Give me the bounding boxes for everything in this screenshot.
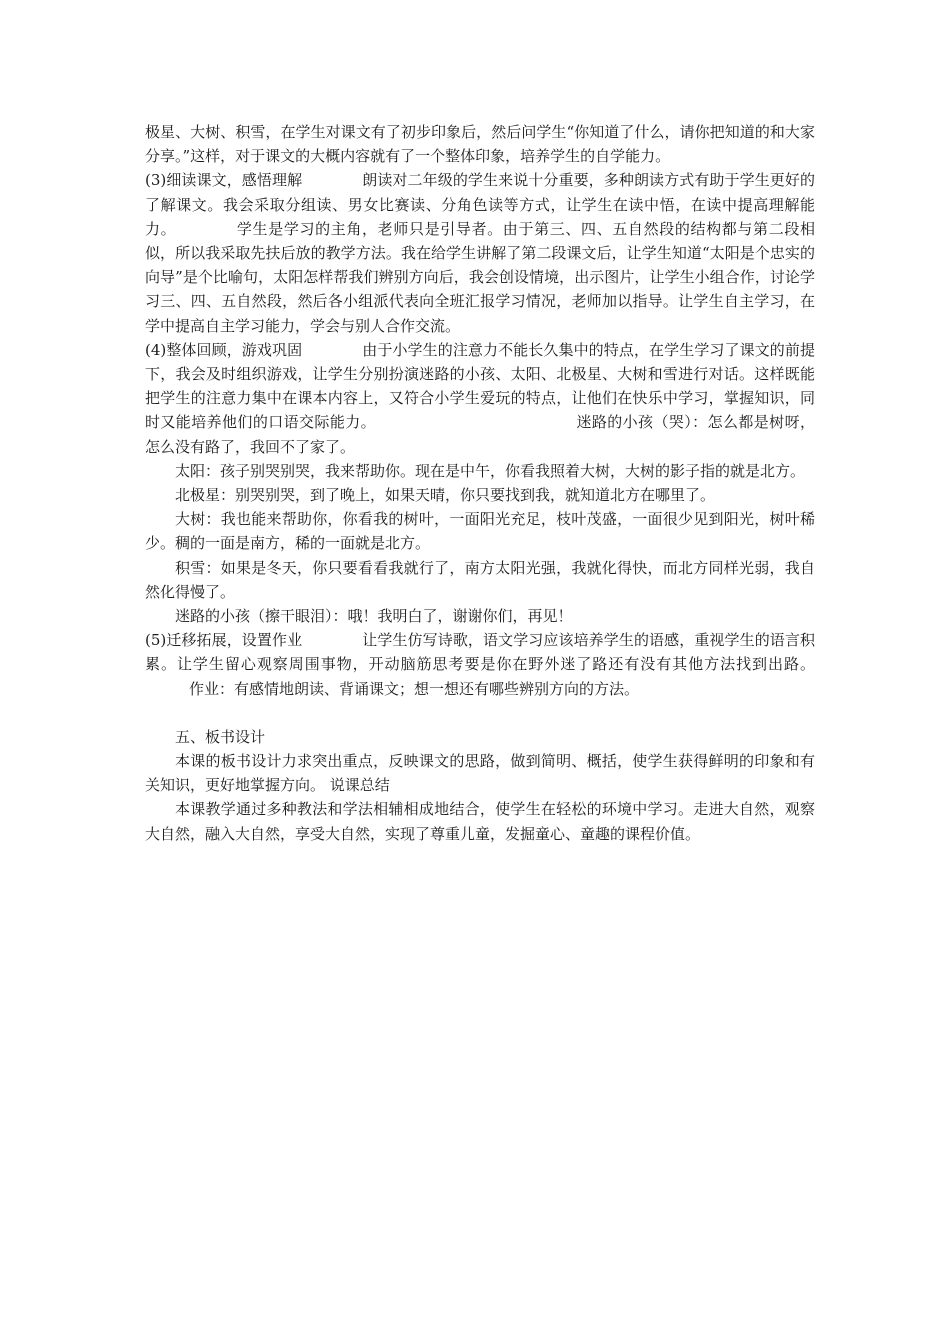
paragraph-intro [145, 120, 815, 168]
step5-text-a: 让学生仿写诗歌，语文学习应该培养学生的语感，重视学生的语言积累。让学生留心观察周围事物，开动脑筋思考要是你在野外迷了路还有没有其他方法找到出路。 [145, 631, 815, 674]
dialog-snow: 积雪：如果是冬天，你只要看看我就行了，南方太阳光强，我就化得快，而北方同样光弱，我自然化得慢了。 [145, 558, 815, 601]
paragraph-step3 [145, 168, 815, 337]
step3-text-b: 学生是学习的主角，老师只是引导者。由于第三、四、五自然段的结构都与第二段相似，所以我采取先扶后放的教学方法。我在给学生讲解了第二段课文后，让学生知道“太阳是个忠实的向导”是个比喻句，太阳怎样帮我们辨别方向后，我会创设情境，出示图片，让学生小组合作，讨论学习三、四、五自然段，然后各小组派代表向全班汇报学习情况，老师加以指导。让学生自主学习，在学中提高自主学习能力，学会与别人合作交流。 [145, 219, 815, 335]
summary-paragraph: 本课教学通过多种教法和学法相辅相成地结合，使学生在轻松的环境中学习。走进大自然，观察大自然，融入大自然，享受大自然，实现了尊重儿童，发掘童心、童趣的课程价值。 [145, 800, 815, 843]
dialog-sun: 太阳：孩子别哭别哭，我来帮助你。现在是中午，你看我照着大树，大树的影子指的就是北方。 [175, 461, 806, 480]
step3-heading: (3)细读课文，感悟理解 [145, 171, 303, 190]
step4-text: 由于小学生的注意力不能长久集中的特点，在学生学习了课文的前提下，我会及时组织游戏，让学生分别扮演迷路的小孩、太阳、北极星、大树和雪进行对话。这样既能把学生的注意力集中在课本内容上，又符合小学生爱玩的特点，让他们在快乐中学习，掌握知识，同时又能培养他们的口语交际能力。 [145, 340, 815, 432]
dialog-tree: 大树：我也能来帮助你，你看我的树叶，一面阳光充足，枝叶茂盛，一面很少见到阳光，树叶稀少。稠的一面是南方，稀的一面就是北方。 [145, 510, 815, 553]
paragraph-step5 [145, 628, 815, 701]
section5-heading: 五、板书设计 [175, 727, 266, 746]
section5-text: 本课的板书设计力求突出重点，反映课文的思路，做到简明、概括，使学生获得鲜明的印象和有关知识，更好地掌握方向。 [145, 752, 815, 795]
paragraph-step4 [145, 338, 815, 459]
step3-text-a: 朗读对二年级的学生来说十分重要，多种朗读方式有助于学生更好的了解课文。我会采取分组读、男女比赛读、分角色读等方式，让学生在读中悟，在读中提高理解能力。 [145, 171, 815, 238]
dialog-star: 北极星：别哭别哭，到了晚上，如果天晴，你只要找到我，就知道北方在哪里了。 [175, 486, 716, 505]
dialog-child-2: 迷路的小孩（擦干眼泪）：哦！我明白了，谢谢你们，再见！ [175, 607, 573, 626]
summary-heading: 说课总结 [329, 776, 390, 795]
dialog-child: 迷路的小孩（哭）：怎么都是树呀，怎么没有路了，我回不了家了。 [145, 413, 815, 456]
step5-heading: (5)迁移拓展，设置作业 [145, 631, 303, 650]
section5-paragraph [145, 749, 815, 797]
step4-heading: (4)整体回顾，游戏巩固 [145, 340, 303, 359]
document-body [145, 120, 815, 846]
spacer [145, 701, 815, 725]
step5-text-b: 作业：有感情地朗读、背诵课文；想一想还有哪些辨别方向的方法。 [189, 679, 640, 698]
paragraph-intro-text: 极星、大树、积雪，在学生对课文有了初步印象后，然后问学生“你知道了什么，请你把知道的和大家分享。”这样，对于课文的大概内容就有了一个整体印象，培养学生的自学能力。 [145, 123, 815, 166]
